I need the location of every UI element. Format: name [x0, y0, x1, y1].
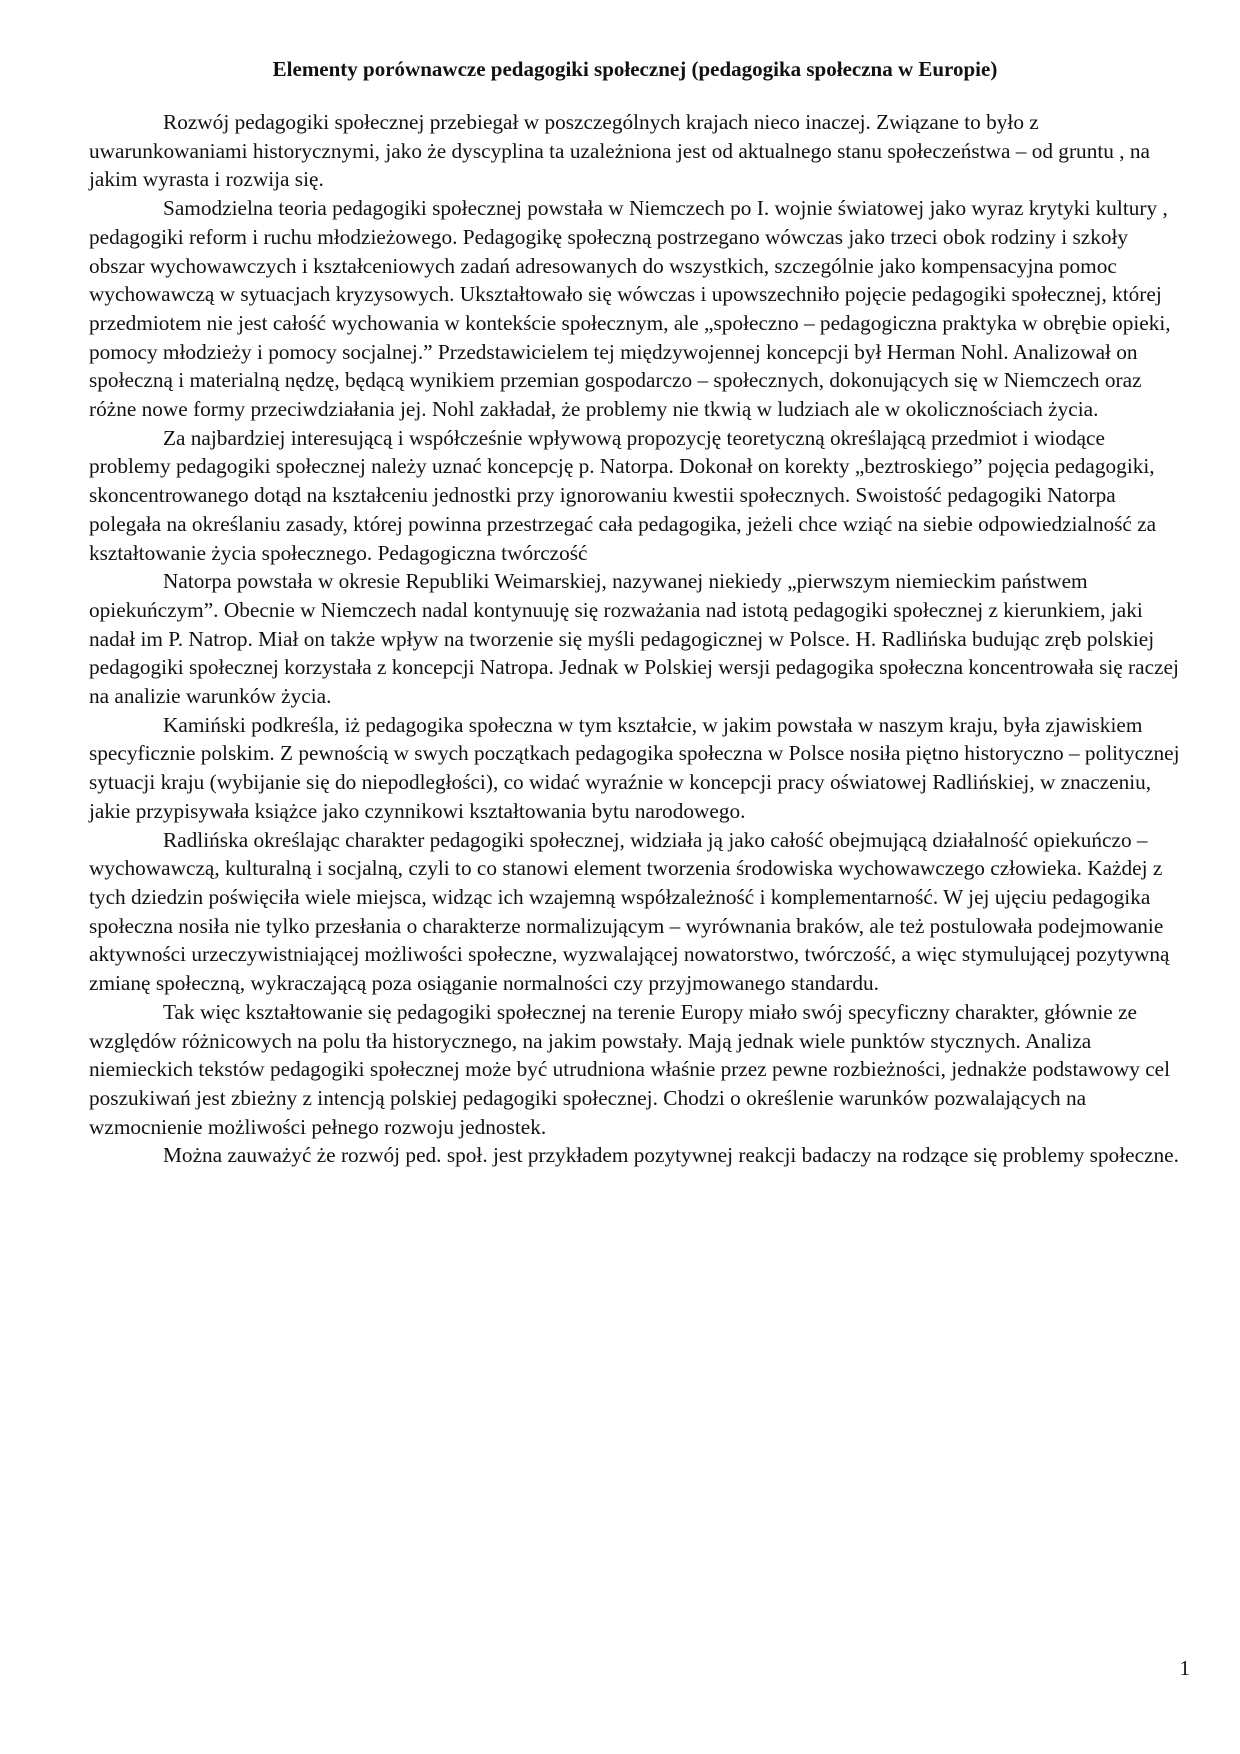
document-title: Elementy porównawcze pedagogiki społecznej (pedagogika społeczna w Europie)	[272, 57, 998, 81]
page-number: 1	[1179, 1656, 1190, 1680]
paragraph-4: Natorpa powstała w okresie Republiki Weimarskiej, nazywanej niekiedy „pierwszym niemieckim państwem opiekuńczym”. Obecnie w Niemczech nadal kontynuuję się rozważania nad istotą pedagogiki społecznej z kierunkiem, jaki nadał im P. Natrop. Miał on także wpływ na tworzenie się myśli pedagogicznej w Polsce. H. Radlińska budując zręb polskiej pedagogiki społecznej korzystała z koncepcji Natropa. Jednak w Polskiej wersji pedagogika społeczna koncentrowała się raczej na analizie warunków życia.	[89, 569, 1179, 709]
paragraph-5: Kamiński podkreśla, iż pedagogika społeczna w tym kształcie, w jakim powstała w naszym kraju, była zjawiskiem specyficznie polskim. Z pewnością w swych początkach pedagogika społeczna w Polsce nosiła piętno historyczno – politycznej sytuacji kraju (wybijanie się do niepodległości), co widać wyraźnie w koncepcji pracy oświatowej Radlińskiej, w znaczeniu, jakie przypisywała książce jako czynnikowi kształtowania bytu narodowego.	[89, 712, 1180, 823]
paragraph-1: Rozwój pedagogiki społecznej przebiegał w poszczególnych krajach nieco inaczej. Związane to było z uwarunkowaniami historycznymi, jako że dyscyplina ta uzależniona jest od aktualnego stanu społeczeństwa – od gruntu , na jakim wyrasta i rozwija się.	[89, 110, 1150, 192]
paragraph-7: Tak więc kształtowanie się pedagogiki społecznej na terenie Europy miało swój specyficzny charakter, głównie ze względów różnicowych na polu tła historycznego, na jakim powstały. Mają jednak wiele punktów stycznych. Analiza niemieckich tekstów pedagogiki społecznej może być utrudniona właśnie przez pewne rozbieżności, jednakże podstawowy cel poszukiwań jest zbieżny z intencją polskiej pedagogiki społecznej. Chodzi o określenie warunków pozwalających na wzmocnienie możliwości pełnego rozwoju jednostek.	[89, 999, 1171, 1139]
paragraph-8: Można zauważyć że rozwój ped. społ. jest przykładem pozytywnej reakcji badaczy na rodzące się problemy społeczne.	[163, 1143, 1179, 1168]
paragraph-3: Za najbardziej interesującą i współcześnie wpływową propozycję teoretyczną określającą przedmiot i wiodące problemy pedagogiki społecznej należy uznać koncepcję p. Natorpa. Dokonał on korekty „beztroskiego” pojęcia pedagogiki, skoncentrowanego dotąd na kształceniu jednostki przy ignorowaniu kwestii społecznych. Swoistość pedagogiki Natorpa polegała na określaniu zasady, której powinna przestrzegać cała pedagogika, jeżeli chce wziąć na siebie odpowiedzialność za kształtowanie życia społecznego. Pedagogiczna twórczość	[89, 425, 1157, 565]
paragraph-6: Radlińska określając charakter pedagogiki społecznej, widziała ją jako całość obejmującą działalność opiekuńczo – wychowawczą, kulturalną i socjalną, czyli to co stanowi element tworzenia środowiska wychowawczego człowieka. Każdej z tych dziedzin poświęciła wiele miejsca, widząc ich wzajemną współzależność i komplementarność. W jej ujęciu pedagogika społeczna nosiła nie tylko przesłania o charakterze normalizującym – wyrównania braków, ale też postulowała podejmowanie aktywności urzeczywistniającej możliwości społeczne, wyzwalającej nowatorstwo, twórczość, a więc stymulującej pozytywną zmianę społeczną, wykraczającą poza osiąganie normalności czy przyjmowanego standardu.	[89, 827, 1170, 996]
paragraph-2: Samodzielna teoria pedagogiki społecznej powstała w Niemczech po I. wojnie światowej jako wyraz krytyki kultury , pedagogiki reform i ruchu młodzieżowego. Pedagogikę społeczną postrzegano wówczas jako trzeci obok rodziny i szkoły obszar wychowawczych i kształceniowych zadań adresowanych do wszystkich, szczególnie jako kompensacyjna pomoc wychowawczą w sytuacjach kryzysowych. Ukształtowało się wówczas i upowszechniło pojęcie pedagogiki społecznej, której przedmiotem nie jest całość wychowania w kontekście społecznym, ale „społeczno – pedagogiczna praktyka w obrębie opieki, pomocy młodzieży i pomocy socjalnej.” Przedstawicielem tej międzywojennej koncepcji był Herman Nohl. Analizował on społeczną i materialną nędzę, będącą wynikiem przemian gospodarczo – społecznych, dokonujących się w Niemczech oraz różne nowe formy przeciwdziałania jej. Nohl zakładał, że problemy nie tkwią w ludziach ale w okolicznościach życia.	[89, 196, 1171, 422]
page-content	[89, 56, 1181, 1170]
